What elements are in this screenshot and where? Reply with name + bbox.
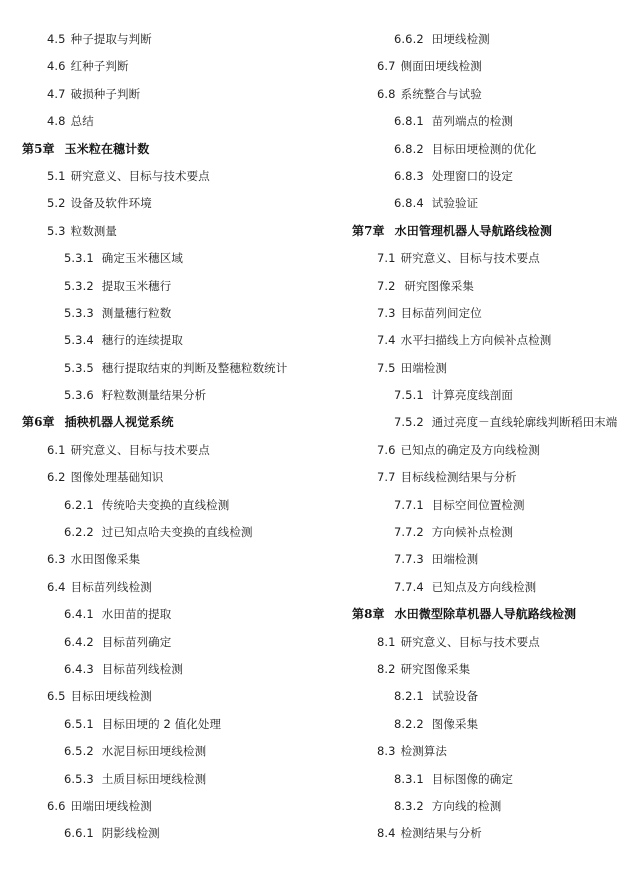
toc-entry-number: 4.6 [47, 59, 66, 74]
toc-chapter-heading [330, 601, 624, 628]
toc-subsection-entry [330, 711, 624, 738]
toc-entry-title: 系统整合与试验 [400, 86, 482, 101]
toc-subsection-entry [330, 26, 624, 53]
toc-section-entry [0, 163, 330, 190]
toc-entry-number: 5.1 [47, 168, 66, 183]
toc-entry-title: 已知点及方向线检测 [431, 579, 537, 594]
toc-entry-number: 7.4 [377, 333, 396, 348]
toc-subsection-entry [330, 190, 624, 217]
toc-entry-number: 6.4.1 [64, 607, 94, 622]
toc-entry-number: 7.2 [377, 278, 396, 293]
toc-entry-title: 水田图像采集 [70, 552, 141, 567]
toc-entry-number: 第8章 [352, 607, 385, 622]
toc-entry-title: 穗行提取结束的判断及整穗粒数统计 [101, 360, 288, 375]
toc-entry-title: 目标田埂线检测 [70, 689, 152, 704]
toc-entry-title: 田端田埂线检测 [70, 798, 152, 813]
toc-entry-title: 过已知点哈夫变换的直线检测 [101, 525, 253, 540]
toc-section-entry [330, 629, 624, 656]
toc-entry-number: 6.4.2 [64, 634, 94, 649]
toc-entry-number: 6.3 [47, 552, 66, 567]
toc-section-entry [0, 437, 330, 464]
toc-section-entry [330, 738, 624, 765]
toc-section-entry [0, 793, 330, 820]
toc-entry-number: 6.8.1 [394, 114, 424, 129]
toc-entry-number: 7.6 [377, 442, 396, 457]
toc-subsection-entry [0, 820, 330, 847]
toc-entry-number: 6.1 [47, 442, 66, 457]
toc-entry-number: 6.2.2 [64, 525, 94, 540]
toc-entry-number: 6.6 [47, 798, 66, 813]
toc-section-entry [330, 300, 624, 327]
toc-entry-title: 目标苗列间定位 [400, 305, 482, 320]
toc-section-entry [0, 81, 330, 108]
toc-entry-number: 7.3 [377, 305, 396, 320]
toc-entry-number: 6.5 [47, 689, 66, 704]
toc-entry-title: 确定玉米穗区域 [101, 251, 183, 266]
toc-entry-title: 研究意义、目标与技术要点 [400, 634, 540, 649]
toc-entry-title: 粒数测量 [70, 223, 117, 238]
toc-entry-title: 插秧机器人视觉系统 [64, 415, 174, 430]
toc-entry-title: 水田管理机器人导航路线检测 [394, 223, 552, 238]
toc-entry-title: 方向候补点检测 [431, 525, 513, 540]
toc-entry-number: 7.7.4 [394, 579, 424, 594]
toc-entry-number: 5.3.4 [64, 333, 94, 348]
toc-subsection-entry [330, 766, 624, 793]
toc-entry-number: 4.5 [47, 32, 66, 46]
toc-entry-title: 研究图像采集 [400, 661, 471, 676]
toc-entry-title: 红种子判断 [70, 59, 129, 74]
toc-subsection-entry [0, 738, 330, 765]
toc-subsection-entry [330, 163, 624, 190]
toc-entry-title: 检测算法 [400, 744, 447, 759]
toc-chapter-heading [0, 136, 330, 163]
toc-entry-title: 研究意义、目标与技术要点 [70, 442, 210, 457]
toc-subsection-entry [330, 519, 624, 546]
toc-subsection-entry [0, 273, 330, 300]
toc-section-entry [330, 273, 624, 300]
toc-entry-title: 目标田埂检测的优化 [431, 141, 537, 156]
toc-entry-title: 提取玉米穗行 [101, 278, 172, 293]
toc-subsection-entry [330, 574, 624, 601]
toc-left-column [0, 26, 330, 848]
toc-entry-title: 测量穗行粒数 [101, 305, 172, 320]
toc-entry-number: 7.1 [377, 251, 396, 266]
toc-entry-number: 8.1 [377, 634, 396, 649]
toc-entry-title: 目标图像的确定 [431, 771, 513, 786]
toc-subsection-entry [330, 683, 624, 710]
toc-entry-title: 侧面田埂线检测 [400, 59, 482, 74]
toc-entry-number: 6.2.1 [64, 497, 94, 512]
toc-entry-number: 6.2 [47, 470, 66, 485]
toc-section-entry [330, 81, 624, 108]
toc-subsection-entry [0, 492, 330, 519]
toc-entry-number: 6.6.1 [64, 826, 94, 841]
toc-entry-title: 研究意义、目标与技术要点 [70, 168, 210, 183]
toc-entry-title: 目标线检测结果与分析 [400, 470, 517, 485]
toc-entry-number: 7.5.2 [394, 415, 424, 430]
toc-subsection-entry [330, 492, 624, 519]
toc-section-entry [330, 437, 624, 464]
toc-entry-title: 水田微型除草机器人导航路线检测 [394, 607, 577, 622]
toc-entry-title: 田端检测 [431, 552, 479, 567]
toc-entry-title: 总结 [70, 114, 94, 129]
toc-entry-title: 图像采集 [431, 716, 479, 731]
toc-entry-title: 土质目标田埂线检测 [101, 771, 207, 786]
toc-entry-title: 设备及软件环境 [70, 196, 152, 211]
toc-entry-title: 破损种子判断 [70, 86, 141, 101]
toc-entry-number: 4.7 [47, 86, 66, 101]
toc-entry-number: 6.7 [377, 59, 396, 74]
toc-entry-number: 5.3.5 [64, 360, 94, 375]
toc-subsection-entry [330, 793, 624, 820]
toc-section-entry [0, 574, 330, 601]
toc-entry-number: 6.4 [47, 579, 66, 594]
toc-entry-number: 7.7.3 [394, 552, 424, 567]
toc-entry-title: 穗行的连续提取 [101, 333, 183, 348]
toc-entry-number: 8.2.1 [394, 689, 424, 704]
toc-chapter-heading [330, 218, 624, 245]
toc-entry-title: 试验设备 [431, 689, 479, 704]
toc-section-entry [330, 656, 624, 683]
toc-subsection-entry [0, 766, 330, 793]
toc-entry-title: 计算亮度线剖面 [431, 388, 513, 403]
toc-entry-title: 研究图像采集 [400, 278, 474, 293]
toc-subsection-entry [0, 519, 330, 546]
toc-section-entry [0, 26, 330, 53]
toc-entry-title: 图像处理基础知识 [70, 470, 164, 485]
toc-entry-title: 苗列端点的检测 [431, 114, 513, 129]
toc-subsection-entry [330, 546, 624, 573]
toc-entry-number: 8.4 [377, 826, 396, 841]
toc-entry-number: 6.4.3 [64, 661, 94, 676]
toc-entry-title: 玉米粒在穗计数 [64, 141, 150, 156]
toc-entry-title: 检测结果与分析 [400, 826, 482, 841]
toc-entry-title: 目标苗列线检测 [101, 661, 183, 676]
toc-subsection-entry [330, 409, 624, 436]
toc-entry-title: 试验验证 [431, 196, 479, 211]
toc-entry-title: 目标田埂的 2 值化处理 [101, 716, 222, 731]
toc-chapter-heading [0, 409, 330, 436]
toc-entry-title: 通过亮度－直线轮廓线判断稻田末端 [431, 415, 618, 430]
toc-entry-title: 方向线的检测 [431, 798, 502, 813]
toc-entry-number: 7.7 [377, 470, 396, 485]
toc-entry-number: 6.8 [377, 86, 396, 101]
toc-entry-number: 7.7.1 [394, 497, 424, 512]
toc-subsection-entry [0, 711, 330, 738]
toc-section-entry [330, 820, 624, 847]
toc-entry-number: 7.7.2 [394, 525, 424, 540]
toc-entry-title: 目标空间位置检测 [431, 497, 525, 512]
toc-entry-number: 7.5 [377, 360, 396, 375]
toc-section-entry [330, 355, 624, 382]
toc-entry-title: 目标苗列线检测 [70, 579, 152, 594]
toc-right-column [330, 26, 624, 848]
toc-section-entry [0, 683, 330, 710]
toc-entry-title: 籽粒数测量结果分析 [101, 388, 207, 403]
toc-entry-number: 5.2 [47, 196, 66, 211]
toc-entry-title: 研究意义、目标与技术要点 [400, 251, 540, 266]
toc-section-entry [0, 53, 330, 80]
toc-subsection-entry [0, 300, 330, 327]
toc-section-entry [330, 327, 624, 354]
toc-entry-number: 8.2.2 [394, 716, 424, 731]
toc-entry-title: 种子提取与判断 [70, 32, 152, 46]
toc-entry-number: 8.3.1 [394, 771, 424, 786]
toc-entry-title: 田埂线检测 [431, 32, 490, 46]
toc-entry-title: 已知点的确定及方向线检测 [400, 442, 540, 457]
toc-entry-number: 6.8.3 [394, 168, 424, 183]
toc-entry-number: 第6章 [22, 415, 55, 430]
toc-entry-title: 水泥目标田埂线检测 [101, 744, 207, 759]
toc-entry-number: 6.5.2 [64, 744, 94, 759]
toc-subsection-entry [330, 136, 624, 163]
toc-subsection-entry [0, 382, 330, 409]
toc-entry-number: 7.5.1 [394, 388, 424, 403]
toc-section-entry [330, 53, 624, 80]
toc-section-entry [0, 218, 330, 245]
toc-section-entry [330, 464, 624, 491]
toc-entry-number: 5.3 [47, 223, 66, 238]
toc-subsection-entry [0, 327, 330, 354]
toc-subsection-entry [0, 355, 330, 382]
toc-entry-number: 5.3.3 [64, 305, 94, 320]
toc-entry-title: 目标苗列确定 [101, 634, 172, 649]
toc-entry-number: 4.8 [47, 114, 66, 129]
toc-subsection-entry [0, 245, 330, 272]
toc-entry-number: 第7章 [352, 223, 385, 238]
toc-entry-number: 5.3.6 [64, 388, 94, 403]
toc-entry-number: 6.8.2 [394, 141, 424, 156]
toc-entry-number: 6.5.3 [64, 771, 94, 786]
toc-section-entry [0, 546, 330, 573]
toc-entry-number: 8.3.2 [394, 798, 424, 813]
toc-entry-title: 阴影线检测 [101, 826, 160, 841]
toc-section-entry [0, 108, 330, 135]
toc-section-entry [330, 245, 624, 272]
toc-entry-number: 第5章 [22, 141, 55, 156]
toc-entry-number: 6.6.2 [394, 32, 424, 46]
toc-entry-title: 传统哈夫变换的直线检测 [101, 497, 230, 512]
toc-section-entry [0, 464, 330, 491]
toc-entry-title: 水田苗的提取 [101, 607, 172, 622]
toc-entry-number: 6.8.4 [394, 196, 424, 211]
toc-entry-number: 8.2 [377, 661, 396, 676]
toc-entry-title: 田端检测 [400, 360, 447, 375]
toc-subsection-entry [0, 601, 330, 628]
toc-subsection-entry [0, 656, 330, 683]
toc-subsection-entry [330, 382, 624, 409]
toc-entry-number: 6.5.1 [64, 716, 94, 731]
toc-subsection-entry [0, 629, 330, 656]
toc-entry-number: 8.3 [377, 744, 396, 759]
toc-section-entry [0, 190, 330, 217]
toc-entry-title: 处理窗口的设定 [431, 168, 513, 183]
toc-entry-number: 5.3.2 [64, 278, 94, 293]
toc-entry-title: 水平扫描线上方向候补点检测 [400, 333, 552, 348]
toc-entry-number: 5.3.1 [64, 251, 94, 266]
toc-subsection-entry [330, 108, 624, 135]
